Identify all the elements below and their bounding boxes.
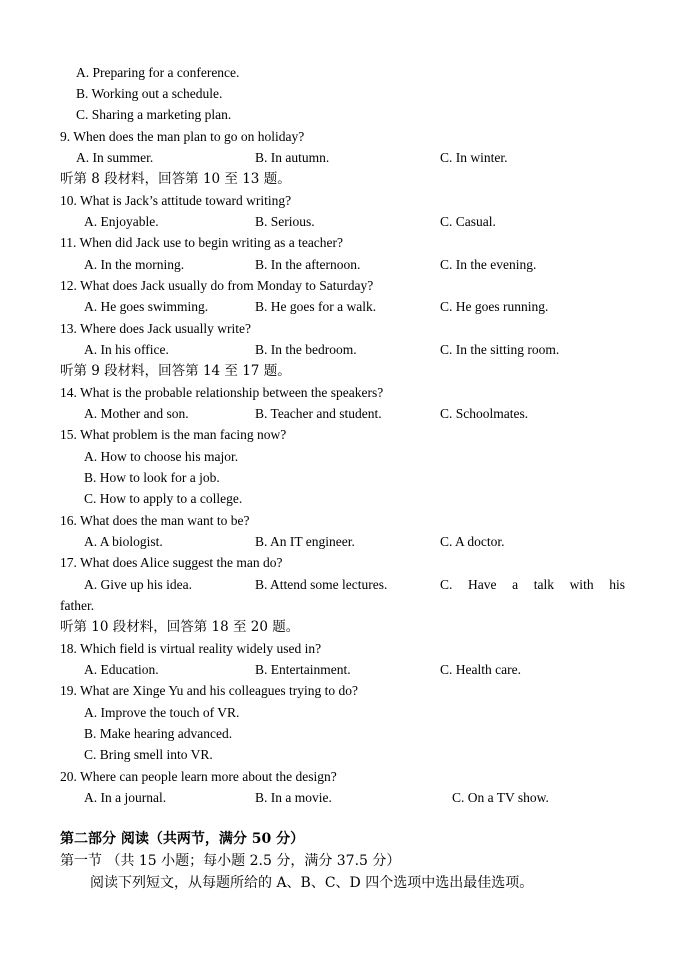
- question-20-option-b: B. In a movie.: [255, 790, 332, 805]
- question-11-option-a: A. In the morning.: [84, 257, 185, 272]
- question-12-option-c: C. He goes running.: [440, 299, 549, 314]
- question-11-stem: 11. When did Jack use to begin writing as a teacher?: [60, 235, 344, 250]
- question-9-option-c: C. In winter.: [440, 150, 508, 165]
- word: C.: [440, 577, 453, 592]
- question-17-option-b: B. Attend some lectures.: [255, 577, 388, 592]
- question-19-option-b: B. Make hearing advanced.: [84, 726, 233, 741]
- question-13-option-a: A. In his office.: [84, 342, 169, 357]
- part-2-heading: 第二部分 阅读（共两节，满分 50 分）: [60, 831, 305, 847]
- option-c: C. Sharing a marketing plan.: [76, 107, 232, 122]
- option-a: A. Preparing for a conference.: [76, 65, 240, 80]
- question-18-option-c: C. Health care.: [440, 662, 521, 677]
- question-18-option-b: B. Entertainment.: [255, 662, 351, 677]
- question-15-option-c: C. How to apply to a college.: [84, 491, 243, 506]
- section-10-heading: 听第 10 段材料，回答第 18 至 20 题。: [60, 619, 300, 635]
- section-9-heading: 听第 9 段材料，回答第 14 至 17 题。: [60, 363, 291, 379]
- word: with: [569, 577, 594, 592]
- question-10-option-c: C. Casual.: [440, 214, 496, 229]
- question-12-stem: 12. What does Jack usually do from Monday to Saturday?: [60, 278, 374, 293]
- question-17-stem: 17. What does Alice suggest the man do?: [60, 555, 283, 570]
- question-14-stem: 14. What is the probable relationship between the speakers?: [60, 385, 384, 400]
- question-16-option-c: C. A doctor.: [440, 534, 505, 549]
- question-20-stem: 20. Where can people learn more about the design?: [60, 769, 337, 784]
- reading-instruction: 阅读下列短文，从每题所给的 A、B、C、D 四个选项中选出最佳选项。: [90, 875, 534, 891]
- question-18-option-a: A. Education.: [84, 662, 159, 677]
- question-14-option-c: C. Schoolmates.: [440, 406, 529, 421]
- question-10-option-b: B. Serious.: [255, 214, 315, 229]
- word: his: [609, 577, 625, 592]
- question-15-option-b: B. How to look for a job.: [84, 470, 220, 485]
- question-10-stem: 10. What is Jack’s attitude toward writing?: [60, 193, 292, 208]
- question-10-option-a: A. Enjoyable.: [84, 214, 159, 229]
- question-11-option-b: B. In the afternoon.: [255, 257, 361, 272]
- question-13-option-c: C. In the sitting room.: [440, 342, 560, 357]
- question-15-option-a: A. How to choose his major.: [84, 449, 239, 464]
- question-17-option-a: A. Give up his idea.: [84, 577, 192, 592]
- question-12-option-b: B. He goes for a walk.: [255, 299, 377, 314]
- question-17-option-c-continued: father.: [60, 598, 95, 613]
- question-17-option-c: [440, 576, 625, 594]
- question-13-option-b: B. In the bedroom.: [255, 342, 357, 357]
- part-2-section-1-heading: 第一节 （共 15 小题；每小题 2.5 分，满分 37.5 分）: [60, 853, 401, 869]
- question-19-stem: 19. What are Xinge Yu and his colleagues trying to do?: [60, 683, 359, 698]
- question-9-option-a: A. In summer.: [76, 150, 154, 165]
- option-b: B. Working out a schedule.: [76, 86, 223, 101]
- question-9-option-b: B. In autumn.: [255, 150, 330, 165]
- question-16-option-a: A. A biologist.: [84, 534, 163, 549]
- question-9-stem: 9. When does the man plan to go on holiday?: [60, 129, 305, 144]
- question-19-option-a: A. Improve the touch of VR.: [84, 705, 240, 720]
- question-14-option-b: B. Teacher and student.: [255, 406, 382, 421]
- question-18-stem: 18. Which field is virtual reality widely used in?: [60, 641, 322, 656]
- question-19-option-c: C. Bring smell into VR.: [84, 747, 213, 762]
- question-13-stem: 13. Where does Jack usually write?: [60, 321, 251, 336]
- question-16-option-b: B. An IT engineer.: [255, 534, 355, 549]
- question-12-option-a: A. He goes swimming.: [84, 299, 209, 314]
- word: talk: [533, 577, 554, 592]
- word: Have: [468, 577, 497, 592]
- section-8-heading: 听第 8 段材料，回答第 10 至 13 题。: [60, 171, 291, 187]
- question-15-stem: 15. What problem is the man facing now?: [60, 427, 287, 442]
- question-20-option-a: A. In a journal.: [84, 790, 167, 805]
- question-11-option-c: C. In the evening.: [440, 257, 537, 272]
- question-16-stem: 16. What does the man want to be?: [60, 513, 250, 528]
- word: a: [512, 577, 519, 592]
- question-14-option-a: A. Mother and son.: [84, 406, 189, 421]
- question-20-option-c: C. On a TV show.: [452, 790, 549, 805]
